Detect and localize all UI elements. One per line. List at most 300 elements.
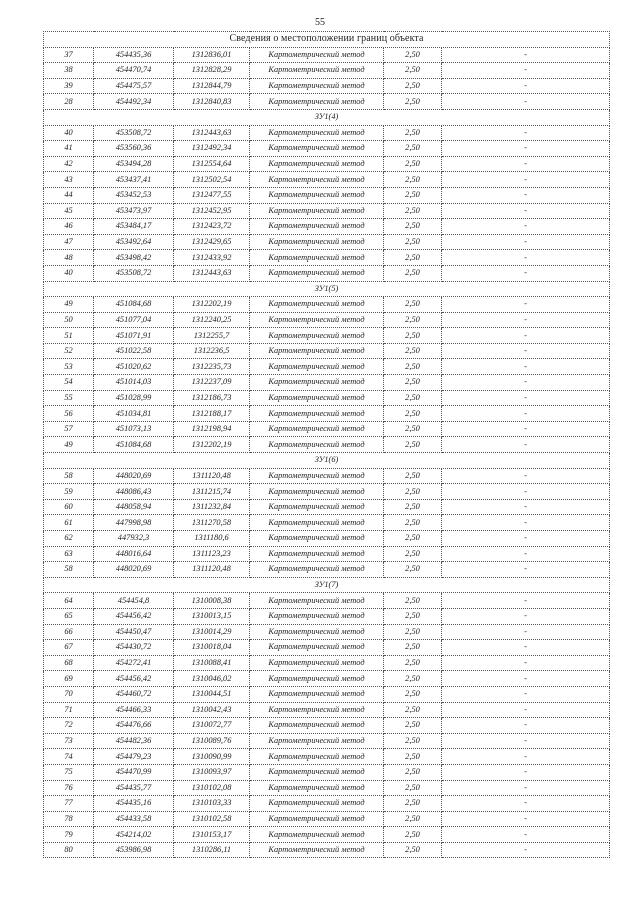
- accuracy-cell: 2,50: [384, 78, 442, 94]
- y-coordinate-cell: 1312452,95: [174, 203, 250, 219]
- table-row: [44, 172, 610, 188]
- extra-cell: -: [442, 63, 610, 79]
- accuracy-cell: 2,50: [384, 624, 442, 640]
- table-row: [44, 733, 610, 749]
- y-coordinate-cell: 1312443,63: [174, 125, 250, 141]
- extra-cell: -: [442, 250, 610, 266]
- extra-cell: -: [442, 624, 610, 640]
- method-cell: Картометрический метод: [250, 234, 384, 250]
- y-coordinate-cell: 1310044,51: [174, 686, 250, 702]
- method-cell: Картометрический метод: [250, 250, 384, 266]
- accuracy-cell: 2,50: [384, 640, 442, 656]
- extra-cell: -: [442, 312, 610, 328]
- extra-cell: -: [442, 780, 610, 796]
- point-number-cell: 69: [44, 671, 94, 687]
- y-coordinate-cell: 1310018,04: [174, 640, 250, 656]
- point-number-cell: 40: [44, 125, 94, 141]
- point-number-cell: 41: [44, 141, 94, 157]
- y-coordinate-cell: 1310046,02: [174, 671, 250, 687]
- extra-cell: -: [442, 187, 610, 203]
- method-cell: Картометрический метод: [250, 686, 384, 702]
- accuracy-cell: 2,50: [384, 468, 442, 484]
- table-row: [44, 219, 610, 235]
- point-number-cell: 43: [44, 172, 94, 188]
- accuracy-cell: 2,50: [384, 421, 442, 437]
- y-coordinate-cell: 1310286,11: [174, 842, 250, 858]
- x-coordinate-cell: 453986,98: [94, 842, 174, 858]
- method-cell: Картометрический метод: [250, 437, 384, 453]
- x-coordinate-cell: 453508,72: [94, 125, 174, 141]
- point-number-cell: 62: [44, 531, 94, 547]
- section-row: [44, 453, 610, 469]
- accuracy-cell: 2,50: [384, 827, 442, 843]
- table-title: Сведения о местоположении границ объекта: [44, 32, 610, 48]
- point-number-cell: 77: [44, 796, 94, 812]
- extra-cell: -: [442, 842, 610, 858]
- point-number-cell: 59: [44, 484, 94, 500]
- x-coordinate-cell: 454454,8: [94, 593, 174, 609]
- extra-cell: -: [442, 94, 610, 110]
- point-number-cell: 54: [44, 375, 94, 391]
- y-coordinate-cell: 1311215,74: [174, 484, 250, 500]
- y-coordinate-cell: 1310103,33: [174, 796, 250, 812]
- extra-cell: -: [442, 702, 610, 718]
- extra-cell: -: [442, 546, 610, 562]
- method-cell: Картометрический метод: [250, 172, 384, 188]
- point-number-cell: 65: [44, 608, 94, 624]
- accuracy-cell: 2,50: [384, 250, 442, 266]
- point-number-cell: 57: [44, 421, 94, 437]
- x-coordinate-cell: 448058,94: [94, 499, 174, 515]
- point-number-cell: 50: [44, 312, 94, 328]
- table-row: [44, 827, 610, 843]
- x-coordinate-cell: 454482,36: [94, 733, 174, 749]
- method-cell: Картометрический метод: [250, 640, 384, 656]
- extra-cell: -: [442, 343, 610, 359]
- method-cell: Картометрический метод: [250, 671, 384, 687]
- method-cell: Картометрический метод: [250, 406, 384, 422]
- x-coordinate-cell: 453494,28: [94, 156, 174, 172]
- table-row: [44, 749, 610, 765]
- y-coordinate-cell: 1312202,19: [174, 437, 250, 453]
- x-coordinate-cell: 454470,74: [94, 63, 174, 79]
- method-cell: Картометрический метод: [250, 733, 384, 749]
- accuracy-cell: 2,50: [384, 375, 442, 391]
- accuracy-cell: 2,50: [384, 562, 442, 578]
- y-coordinate-cell: 1312235,73: [174, 359, 250, 375]
- method-cell: Картометрический метод: [250, 421, 384, 437]
- method-cell: Картометрический метод: [250, 827, 384, 843]
- table-row: [44, 390, 610, 406]
- table-title-row: [44, 32, 610, 48]
- accuracy-cell: 2,50: [384, 94, 442, 110]
- point-number-cell: 28: [44, 94, 94, 110]
- method-cell: Картометрический метод: [250, 328, 384, 344]
- y-coordinate-cell: 1310153,17: [174, 827, 250, 843]
- table-row: [44, 780, 610, 796]
- x-coordinate-cell: 447932,3: [94, 531, 174, 547]
- extra-cell: -: [442, 265, 610, 281]
- accuracy-cell: 2,50: [384, 686, 442, 702]
- table-row: [44, 562, 610, 578]
- accuracy-cell: 2,50: [384, 531, 442, 547]
- y-coordinate-cell: 1312844,79: [174, 78, 250, 94]
- method-cell: Картометрический метод: [250, 141, 384, 157]
- method-cell: Картометрический метод: [250, 811, 384, 827]
- table-row: [44, 94, 610, 110]
- section-row: [44, 281, 610, 297]
- point-number-cell: 60: [44, 499, 94, 515]
- method-cell: Картометрический метод: [250, 47, 384, 63]
- x-coordinate-cell: 453452,53: [94, 187, 174, 203]
- extra-cell: -: [442, 219, 610, 235]
- y-coordinate-cell: 1310089,76: [174, 733, 250, 749]
- extra-cell: -: [442, 671, 610, 687]
- accuracy-cell: 2,50: [384, 390, 442, 406]
- table-row: [44, 842, 610, 858]
- table-row: [44, 375, 610, 391]
- method-cell: Картометрический метод: [250, 842, 384, 858]
- y-coordinate-cell: 1310014,29: [174, 624, 250, 640]
- table-row: [44, 187, 610, 203]
- extra-cell: -: [442, 468, 610, 484]
- accuracy-cell: 2,50: [384, 343, 442, 359]
- x-coordinate-cell: 451084,68: [94, 297, 174, 313]
- accuracy-cell: 2,50: [384, 780, 442, 796]
- accuracy-cell: 2,50: [384, 63, 442, 79]
- table-row: [44, 608, 610, 624]
- point-number-cell: 53: [44, 359, 94, 375]
- extra-cell: -: [442, 375, 610, 391]
- point-number-cell: 68: [44, 655, 94, 671]
- extra-cell: -: [442, 125, 610, 141]
- accuracy-cell: 2,50: [384, 764, 442, 780]
- extra-cell: -: [442, 390, 610, 406]
- y-coordinate-cell: 1312188,17: [174, 406, 250, 422]
- extra-cell: -: [442, 156, 610, 172]
- table-row: [44, 125, 610, 141]
- point-number-cell: 37: [44, 47, 94, 63]
- x-coordinate-cell: 454433,58: [94, 811, 174, 827]
- point-number-cell: 48: [44, 250, 94, 266]
- y-coordinate-cell: 1310013,15: [174, 608, 250, 624]
- x-coordinate-cell: 454435,36: [94, 47, 174, 63]
- method-cell: Картометрический метод: [250, 265, 384, 281]
- y-coordinate-cell: 1310072,77: [174, 718, 250, 734]
- accuracy-cell: 2,50: [384, 546, 442, 562]
- extra-cell: -: [442, 811, 610, 827]
- method-cell: Картометрический метод: [250, 468, 384, 484]
- point-number-cell: 73: [44, 733, 94, 749]
- point-number-cell: 72: [44, 718, 94, 734]
- accuracy-cell: 2,50: [384, 842, 442, 858]
- point-number-cell: 70: [44, 686, 94, 702]
- method-cell: Картометрический метод: [250, 546, 384, 562]
- extra-cell: -: [442, 406, 610, 422]
- table-row: [44, 250, 610, 266]
- accuracy-cell: 2,50: [384, 141, 442, 157]
- extra-cell: -: [442, 733, 610, 749]
- accuracy-cell: 2,50: [384, 811, 442, 827]
- method-cell: Картометрический метод: [250, 718, 384, 734]
- method-cell: Картометрический метод: [250, 297, 384, 313]
- extra-cell: -: [442, 796, 610, 812]
- method-cell: Картометрический метод: [250, 187, 384, 203]
- section-label: ЗУ1(5): [44, 281, 610, 297]
- extra-cell: -: [442, 297, 610, 313]
- extra-cell: -: [442, 421, 610, 437]
- y-coordinate-cell: 1312423,72: [174, 219, 250, 235]
- extra-cell: -: [442, 515, 610, 531]
- x-coordinate-cell: 454214,02: [94, 827, 174, 843]
- extra-cell: -: [442, 827, 610, 843]
- accuracy-cell: 2,50: [384, 125, 442, 141]
- x-coordinate-cell: 454456,42: [94, 608, 174, 624]
- accuracy-cell: 2,50: [384, 749, 442, 765]
- method-cell: Картометрический метод: [250, 219, 384, 235]
- table-row: [44, 640, 610, 656]
- accuracy-cell: 2,50: [384, 733, 442, 749]
- point-number-cell: 45: [44, 203, 94, 219]
- table-row: [44, 468, 610, 484]
- x-coordinate-cell: 454460,72: [94, 686, 174, 702]
- y-coordinate-cell: 1312433,92: [174, 250, 250, 266]
- accuracy-cell: 2,50: [384, 437, 442, 453]
- extra-cell: -: [442, 359, 610, 375]
- y-coordinate-cell: 1310093,97: [174, 764, 250, 780]
- y-coordinate-cell: 1312186,73: [174, 390, 250, 406]
- point-number-cell: 63: [44, 546, 94, 562]
- table-row: [44, 484, 610, 500]
- x-coordinate-cell: 454435,77: [94, 780, 174, 796]
- accuracy-cell: 2,50: [384, 328, 442, 344]
- x-coordinate-cell: 454476,66: [94, 718, 174, 734]
- method-cell: Картометрический метод: [250, 312, 384, 328]
- x-coordinate-cell: 451034,81: [94, 406, 174, 422]
- method-cell: Картометрический метод: [250, 796, 384, 812]
- extra-cell: -: [442, 764, 610, 780]
- accuracy-cell: 2,50: [384, 219, 442, 235]
- y-coordinate-cell: 1311180,6: [174, 531, 250, 547]
- point-number-cell: 67: [44, 640, 94, 656]
- accuracy-cell: 2,50: [384, 718, 442, 734]
- table-row: [44, 406, 610, 422]
- y-coordinate-cell: 1312236,5: [174, 343, 250, 359]
- x-coordinate-cell: 453484,17: [94, 219, 174, 235]
- y-coordinate-cell: 1310090,99: [174, 749, 250, 765]
- extra-cell: -: [442, 234, 610, 250]
- extra-cell: -: [442, 608, 610, 624]
- point-number-cell: 58: [44, 562, 94, 578]
- y-coordinate-cell: 1312840,83: [174, 94, 250, 110]
- table-row: [44, 702, 610, 718]
- extra-cell: -: [442, 78, 610, 94]
- y-coordinate-cell: 1311232,84: [174, 499, 250, 515]
- accuracy-cell: 2,50: [384, 593, 442, 609]
- y-coordinate-cell: 1312429,65: [174, 234, 250, 250]
- x-coordinate-cell: 454430,72: [94, 640, 174, 656]
- extra-cell: -: [442, 562, 610, 578]
- method-cell: Картометрический метод: [250, 780, 384, 796]
- method-cell: Картометрический метод: [250, 749, 384, 765]
- accuracy-cell: 2,50: [384, 297, 442, 313]
- method-cell: Картометрический метод: [250, 125, 384, 141]
- accuracy-cell: 2,50: [384, 406, 442, 422]
- accuracy-cell: 2,50: [384, 484, 442, 500]
- x-coordinate-cell: 448086,43: [94, 484, 174, 500]
- x-coordinate-cell: 451077,04: [94, 312, 174, 328]
- x-coordinate-cell: 454492,34: [94, 94, 174, 110]
- point-number-cell: 40: [44, 265, 94, 281]
- extra-cell: -: [442, 640, 610, 656]
- y-coordinate-cell: 1312255,7: [174, 328, 250, 344]
- point-number-cell: 66: [44, 624, 94, 640]
- point-number-cell: 76: [44, 780, 94, 796]
- method-cell: Картометрический метод: [250, 156, 384, 172]
- x-coordinate-cell: 448020,69: [94, 562, 174, 578]
- table-row: [44, 328, 610, 344]
- method-cell: Картометрический метод: [250, 499, 384, 515]
- x-coordinate-cell: 451020,62: [94, 359, 174, 375]
- y-coordinate-cell: 1312836,01: [174, 47, 250, 63]
- x-coordinate-cell: 451022,58: [94, 343, 174, 359]
- section-label: ЗУ1(7): [44, 577, 610, 593]
- table-row: [44, 421, 610, 437]
- method-cell: Картометрический метод: [250, 63, 384, 79]
- section-label: ЗУ1(6): [44, 453, 610, 469]
- accuracy-cell: 2,50: [384, 796, 442, 812]
- table-row: [44, 297, 610, 313]
- y-coordinate-cell: 1312237,09: [174, 375, 250, 391]
- table-row: [44, 671, 610, 687]
- y-coordinate-cell: 1312554,64: [174, 156, 250, 172]
- y-coordinate-cell: 1311123,23: [174, 546, 250, 562]
- table-row: [44, 531, 610, 547]
- y-coordinate-cell: 1310102,58: [174, 811, 250, 827]
- accuracy-cell: 2,50: [384, 515, 442, 531]
- y-coordinate-cell: 1312202,19: [174, 297, 250, 313]
- extra-cell: -: [442, 593, 610, 609]
- accuracy-cell: 2,50: [384, 156, 442, 172]
- y-coordinate-cell: 1312492,34: [174, 141, 250, 157]
- method-cell: Картометрический метод: [250, 484, 384, 500]
- table-row: [44, 624, 610, 640]
- table-row: [44, 499, 610, 515]
- point-number-cell: 80: [44, 842, 94, 858]
- method-cell: Картометрический метод: [250, 562, 384, 578]
- table-row: [44, 686, 610, 702]
- x-coordinate-cell: 451071,91: [94, 328, 174, 344]
- table-row: [44, 764, 610, 780]
- table-row: [44, 593, 610, 609]
- extra-cell: -: [442, 203, 610, 219]
- point-number-cell: 74: [44, 749, 94, 765]
- accuracy-cell: 2,50: [384, 702, 442, 718]
- x-coordinate-cell: 454475,57: [94, 78, 174, 94]
- point-number-cell: 46: [44, 219, 94, 235]
- point-number-cell: 47: [44, 234, 94, 250]
- page-number: 55: [315, 17, 325, 28]
- method-cell: Картометрический метод: [250, 375, 384, 391]
- method-cell: Картометрический метод: [250, 94, 384, 110]
- extra-cell: -: [442, 47, 610, 63]
- method-cell: Картометрический метод: [250, 624, 384, 640]
- x-coordinate-cell: 454435,16: [94, 796, 174, 812]
- y-coordinate-cell: 1312443,63: [174, 265, 250, 281]
- y-coordinate-cell: 1310042,43: [174, 702, 250, 718]
- x-coordinate-cell: 448020,69: [94, 468, 174, 484]
- y-coordinate-cell: 1311120,48: [174, 468, 250, 484]
- y-coordinate-cell: 1311120,48: [174, 562, 250, 578]
- accuracy-cell: 2,50: [384, 499, 442, 515]
- table-row: [44, 203, 610, 219]
- table-row: [44, 156, 610, 172]
- y-coordinate-cell: 1311270,58: [174, 515, 250, 531]
- x-coordinate-cell: 453560,36: [94, 141, 174, 157]
- method-cell: Картометрический метод: [250, 390, 384, 406]
- table-row: [44, 312, 610, 328]
- extra-cell: -: [442, 172, 610, 188]
- y-coordinate-cell: 1310102,08: [174, 780, 250, 796]
- x-coordinate-cell: 453508,72: [94, 265, 174, 281]
- y-coordinate-cell: 1312502,54: [174, 172, 250, 188]
- extra-cell: -: [442, 484, 610, 500]
- accuracy-cell: 2,50: [384, 671, 442, 687]
- section-row: [44, 109, 610, 125]
- extra-cell: -: [442, 531, 610, 547]
- y-coordinate-cell: 1310088,41: [174, 655, 250, 671]
- x-coordinate-cell: 453498,42: [94, 250, 174, 266]
- section-label: ЗУ1(4): [44, 109, 610, 125]
- point-number-cell: 71: [44, 702, 94, 718]
- accuracy-cell: 2,50: [384, 359, 442, 375]
- table-row: [44, 78, 610, 94]
- x-coordinate-cell: 453437,41: [94, 172, 174, 188]
- x-coordinate-cell: 454272,41: [94, 655, 174, 671]
- point-number-cell: 56: [44, 406, 94, 422]
- table-row: [44, 141, 610, 157]
- x-coordinate-cell: 454450,47: [94, 624, 174, 640]
- accuracy-cell: 2,50: [384, 187, 442, 203]
- y-coordinate-cell: 1312240,25: [174, 312, 250, 328]
- table-row: [44, 718, 610, 734]
- point-number-cell: 49: [44, 297, 94, 313]
- point-number-cell: 64: [44, 593, 94, 609]
- method-cell: Картометрический метод: [250, 655, 384, 671]
- accuracy-cell: 2,50: [384, 312, 442, 328]
- extra-cell: -: [442, 499, 610, 515]
- point-number-cell: 79: [44, 827, 94, 843]
- method-cell: Картометрический метод: [250, 702, 384, 718]
- method-cell: Картометрический метод: [250, 764, 384, 780]
- x-coordinate-cell: 451084,68: [94, 437, 174, 453]
- table-row: [44, 515, 610, 531]
- point-number-cell: 44: [44, 187, 94, 203]
- table-row: [44, 343, 610, 359]
- accuracy-cell: 2,50: [384, 172, 442, 188]
- x-coordinate-cell: 453492,64: [94, 234, 174, 250]
- x-coordinate-cell: 451028,99: [94, 390, 174, 406]
- y-coordinate-cell: 1312477,55: [174, 187, 250, 203]
- point-number-cell: 39: [44, 78, 94, 94]
- method-cell: Картометрический метод: [250, 343, 384, 359]
- accuracy-cell: 2,50: [384, 265, 442, 281]
- method-cell: Картометрический метод: [250, 608, 384, 624]
- y-coordinate-cell: 1310008,38: [174, 593, 250, 609]
- table-row: [44, 796, 610, 812]
- table-row: [44, 546, 610, 562]
- point-number-cell: 58: [44, 468, 94, 484]
